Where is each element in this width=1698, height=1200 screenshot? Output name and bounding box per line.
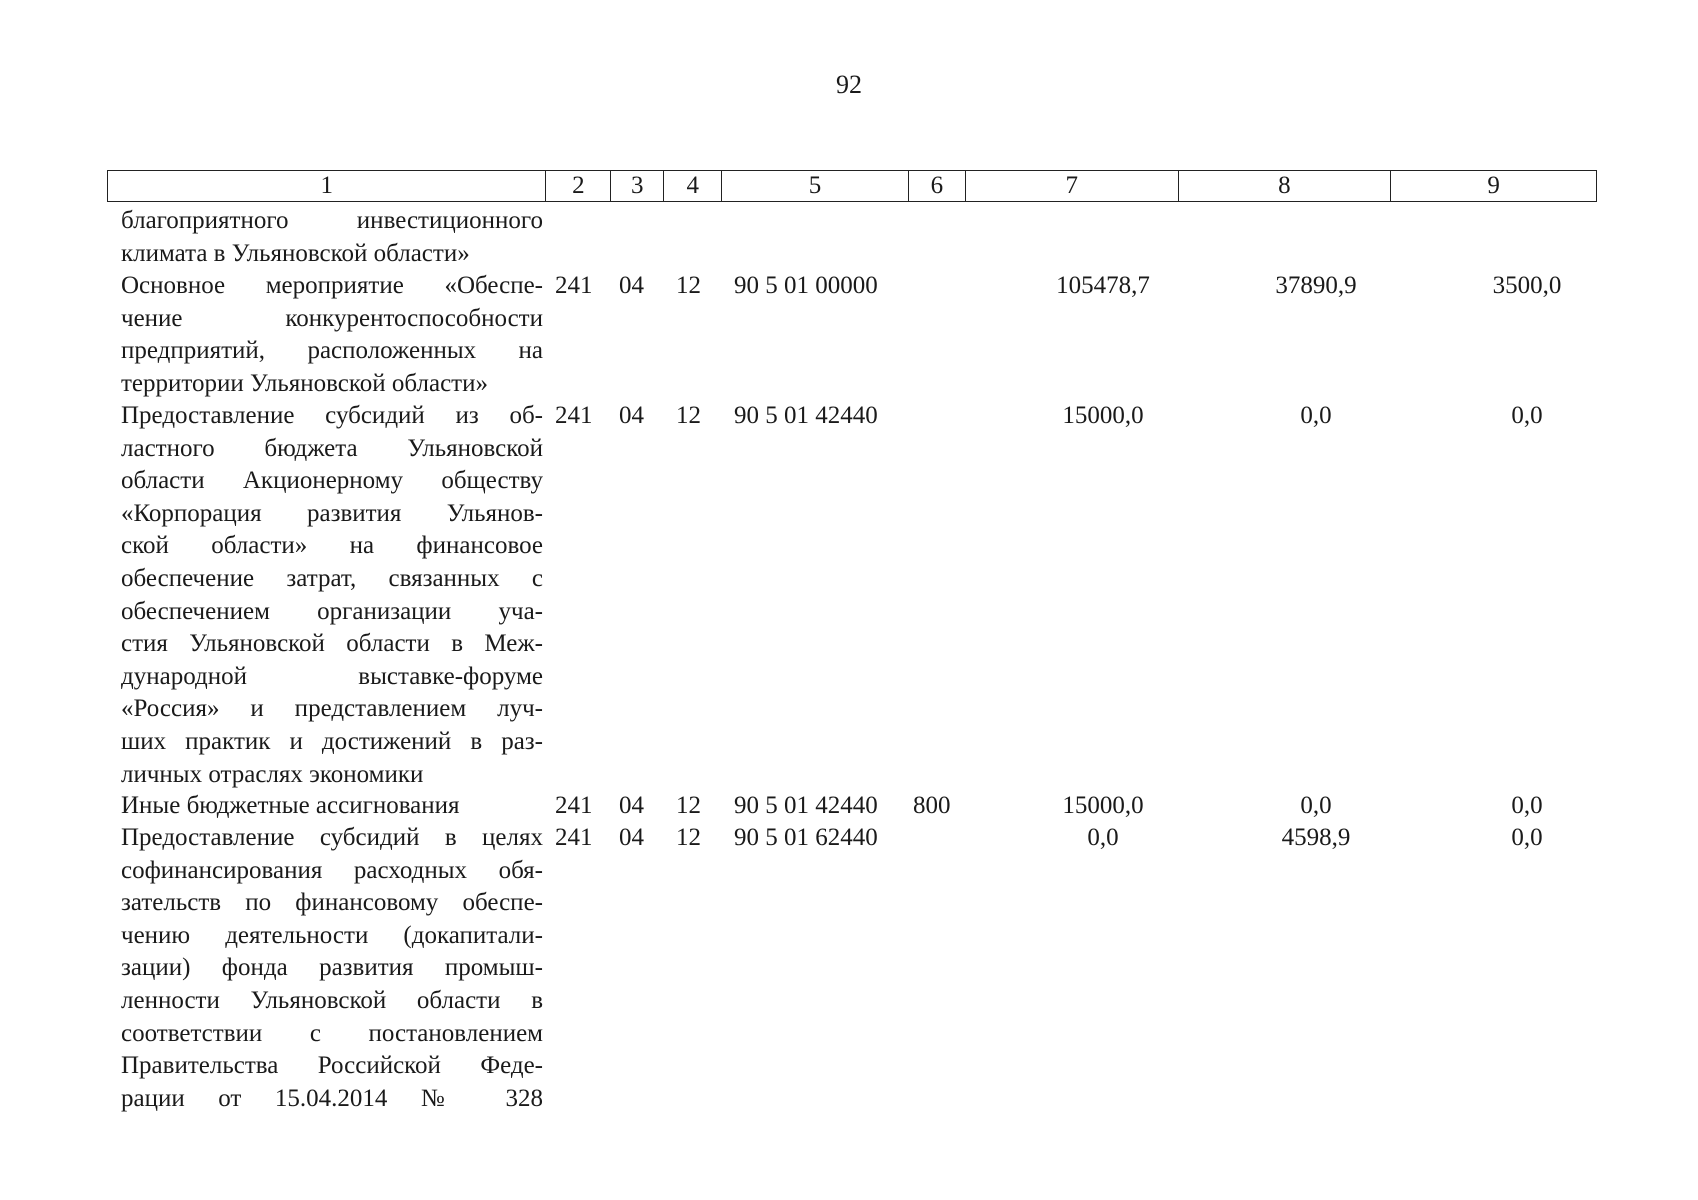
cell-col-4: 12 (676, 792, 701, 819)
cell-col-2: 241 (555, 792, 593, 819)
cell-col-5: 90 5 01 00000 (734, 272, 878, 299)
header-col-7: 7 (966, 171, 1179, 201)
description-line: личных отраслях экономики (121, 760, 424, 788)
description-line: предприятий, расположенных на (121, 337, 543, 365)
cell-col-2: 241 (555, 402, 593, 429)
description-line: Основное мероприятие «Обеспе- (121, 272, 543, 299)
cell-col-3: 04 (619, 272, 644, 299)
cell-col-5: 90 5 01 62440 (734, 824, 878, 851)
description-line: ластного бюджета Ульяновской (121, 434, 543, 462)
description-line: «Россия» и представлением луч- (121, 695, 543, 723)
description-line: Предоставление субсидий из об- (121, 402, 543, 429)
cell-col-8: 0,0 (1300, 402, 1332, 429)
cell-col-4: 12 (676, 824, 701, 851)
row-description (121, 400, 543, 791)
description-line: климата в Ульяновской области» (121, 239, 470, 267)
row-description (121, 822, 543, 1115)
description-line: ской области» на финансовое (121, 532, 543, 560)
cell-col-2: 241 (555, 824, 593, 851)
cell-col-7: 15000,0 (1062, 402, 1144, 429)
header-col-3: 3 (611, 171, 664, 201)
header-col-9: 9 (1487, 172, 1500, 199)
header-col-2: 2 (546, 171, 611, 201)
cell-col-5: 90 5 01 42440 (734, 402, 878, 429)
description-line: Правительства Российской Феде- (121, 1052, 543, 1080)
page-number: 92 (836, 70, 862, 99)
description-line: зательств по финансовому обеспе- (121, 889, 543, 917)
description-line: ленности Ульяновской области в (121, 986, 543, 1014)
description-line: области Акционерному обществу (121, 467, 543, 495)
header-col-1: 1 (108, 171, 546, 201)
header-col-6: 6 (909, 171, 966, 201)
description-line: стия Ульяновской области в Меж- (121, 630, 543, 658)
description-line: обеспечением организации уча- (121, 597, 543, 625)
cell-col-9: 0,0 (1511, 402, 1543, 429)
description-line: Предоставление субсидий в целях (121, 824, 543, 851)
cell-col-4: 12 (676, 402, 701, 429)
row-description (121, 205, 543, 270)
cell-col-9: 0,0 (1511, 792, 1543, 819)
description-line: софинансирования расходных обя- (121, 856, 543, 884)
table-header-row (107, 170, 1597, 202)
description-line: территории Ульяновской области» (121, 369, 488, 397)
description-line: соответствии с постановлением (121, 1019, 543, 1047)
cell-col-3: 04 (619, 792, 644, 819)
description-line: рации от 15.04.2014 № 328 (121, 1084, 543, 1112)
cell-col-8: 37890,9 (1275, 272, 1357, 299)
row-description (121, 270, 543, 400)
cell-col-8: 0,0 (1300, 792, 1332, 819)
header-col-5: 5 (722, 171, 909, 201)
description-line: ших практик и достижений в раз- (121, 727, 543, 755)
cell-col-4: 12 (676, 272, 701, 299)
cell-col-8: 4598,9 (1281, 824, 1351, 851)
cell-col-2: 241 (555, 272, 593, 299)
description-line: чение конкурентоспособности (121, 304, 543, 332)
description-line: Иные бюджетные ассигнования (121, 792, 460, 819)
cell-col-7: 0,0 (1087, 824, 1119, 851)
cell-col-9: 0,0 (1511, 824, 1543, 851)
cell-col-6: 800 (913, 792, 951, 819)
cell-col-5: 90 5 01 42440 (734, 792, 878, 819)
header-col-4: 4 (664, 171, 722, 201)
cell-col-7: 15000,0 (1062, 792, 1144, 819)
description-line: благоприятного инвестиционного (121, 207, 543, 234)
description-line: зации) фонда развития промыш- (121, 954, 543, 982)
description-line: «Корпорация развития Ульянов- (121, 499, 543, 527)
description-line: дународной выставке-форуме (121, 662, 543, 690)
row-description (121, 790, 543, 823)
cell-col-3: 04 (619, 402, 644, 429)
cell-col-7: 105478,7 (1056, 272, 1150, 299)
header-col-8: 8 (1179, 171, 1392, 201)
cell-col-3: 04 (619, 824, 644, 851)
description-line: чению деятельности (докапитали- (121, 921, 543, 949)
description-line: обеспечение затрат, связанных с (121, 564, 543, 592)
cell-col-9: 3500,0 (1492, 272, 1562, 299)
